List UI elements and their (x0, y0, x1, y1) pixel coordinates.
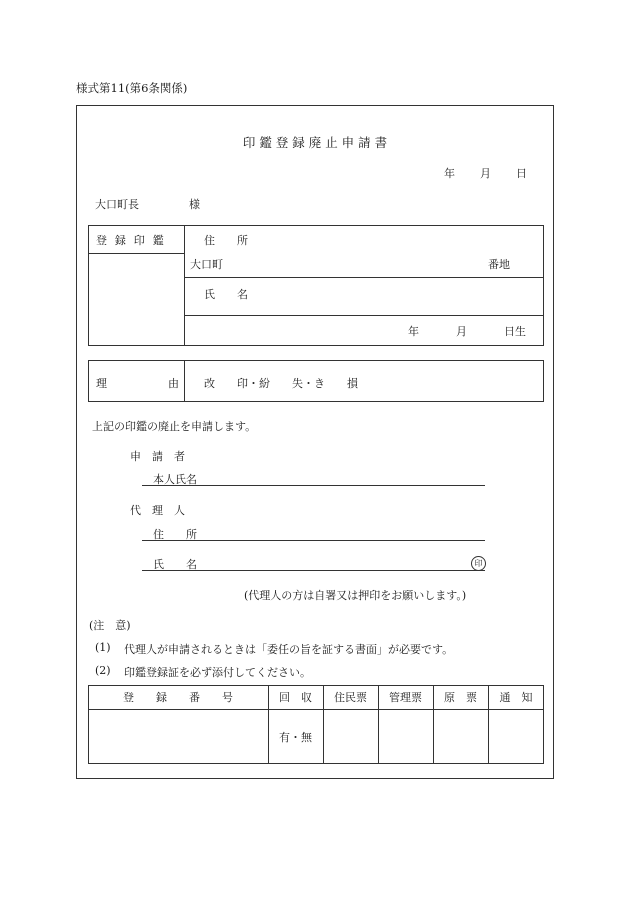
header-original-record: 原 票 (444, 691, 477, 704)
note-1-number: (1) (95, 641, 111, 654)
date-month-label: 月 (480, 167, 491, 180)
date-day-label: 日 (516, 167, 527, 180)
applicant-heading: 申 請 者 (130, 450, 185, 463)
agent-note: (代理人の方は自署又は押印をお願いします。) (244, 589, 467, 602)
address-row-line (184, 277, 544, 278)
applicant-name-line (142, 485, 485, 486)
birth-month-label: 月 (456, 325, 467, 338)
registration-divider (184, 225, 185, 346)
banchi-label: 番地 (488, 258, 510, 271)
header-resident-record: 住民票 (334, 691, 367, 704)
applicant-name-label: 本人氏名 (153, 473, 197, 486)
reason-label-right: 由 (168, 377, 179, 390)
agent-address-label: 住 所 (153, 528, 197, 541)
agent-address-line (142, 540, 485, 541)
registration-label-line (88, 253, 184, 254)
registration-seal-label: 登 録 印 鑑 (96, 234, 166, 247)
form-number: 様式第11(第6条関係) (76, 81, 188, 95)
request-text: 上記の印鑑の廃止を申請します。 (92, 420, 257, 433)
addressee-name: 大口町長 (95, 198, 139, 211)
header-return: 回 収 (279, 691, 312, 704)
note-2-number: (2) (95, 664, 111, 677)
seal-mark-icon: 印 (471, 556, 486, 571)
birth-year-label: 年 (408, 325, 419, 338)
agent-name-label: 氏 名 (153, 558, 197, 571)
agent-name-line (142, 570, 485, 571)
town-label: 大口町 (190, 258, 223, 271)
reason-options: 改 印・紛 失・き 損 (204, 377, 358, 390)
date-year-label: 年 (444, 167, 455, 180)
header-registration-number: 登 録 番 号 (123, 691, 233, 704)
addressee-honorific: 様 (189, 198, 200, 211)
reason-label-left: 理 (96, 377, 107, 390)
notes-heading: (注 意) (89, 619, 131, 632)
address-label: 住 所 (204, 234, 248, 247)
header-management-record: 管理票 (389, 691, 422, 704)
name-label: 氏 名 (204, 288, 248, 301)
form-title: 印 鑑 登 録 廃 止 申 請 書 (242, 135, 388, 150)
birth-day-label: 日生 (504, 325, 526, 338)
note-1-text: 代理人が申請されるときは「委任の旨を証する書面」が必要です。 (124, 643, 454, 656)
reason-divider (184, 360, 185, 402)
agent-heading: 代 理 人 (130, 504, 185, 517)
name-row-line (184, 315, 544, 316)
return-status-value: 有・無 (279, 730, 312, 744)
note-2-text: 印鑑登録証を必ず添付してください。 (124, 666, 311, 679)
header-notification: 通 知 (499, 691, 533, 704)
